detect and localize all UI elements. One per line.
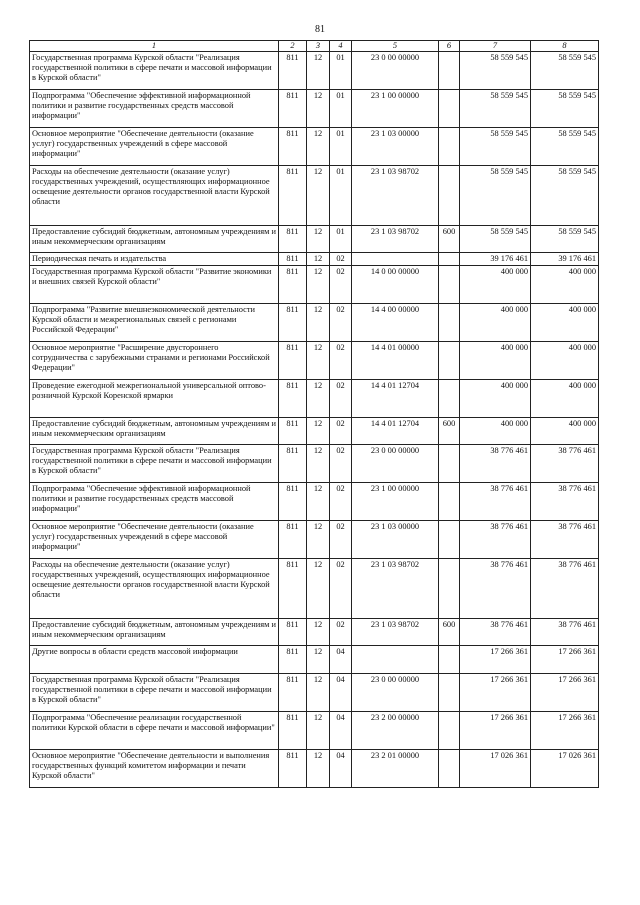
row-name-cell: Предоставление субсидий бюджетным, автономным учреждениям и иным некоммерческим организациям	[30, 417, 279, 444]
expense-type-cell	[439, 444, 460, 482]
amount-2-cell: 58 559 545	[531, 165, 599, 225]
table-row	[30, 51, 599, 89]
subsection-code-cell: 01	[330, 225, 352, 252]
target-article-cell: 14 4 01 12704	[352, 379, 439, 417]
ved-code-cell: 811	[279, 618, 307, 645]
row-name-cell: Другие вопросы в области средств массовой информации	[30, 645, 279, 673]
expense-type-cell	[439, 558, 460, 618]
subsection-code-cell: 02	[330, 379, 352, 417]
section-code-cell: 12	[307, 225, 330, 252]
ved-code-cell: 811	[279, 252, 307, 265]
expense-type-cell	[439, 520, 460, 558]
target-article-cell: 14 4 01 00000	[352, 341, 439, 379]
section-code-cell: 12	[307, 303, 330, 341]
amount-2-cell: 58 559 545	[531, 127, 599, 165]
target-article-cell: 23 0 00 00000	[352, 51, 439, 89]
amount-1-cell: 17 266 361	[460, 711, 531, 749]
column-header: 4	[330, 41, 352, 52]
target-article-cell: 23 0 00 00000	[352, 444, 439, 482]
subsection-code-cell: 02	[330, 341, 352, 379]
section-code-cell: 12	[307, 618, 330, 645]
subsection-code-cell: 04	[330, 645, 352, 673]
column-header: 1	[30, 41, 279, 52]
table-row	[30, 673, 599, 711]
row-name-cell: Основное мероприятие "Обеспечение деятельности (оказание услуг) государственных учреждений в сфере массовой информации"	[30, 520, 279, 558]
row-name-cell: Подпрограмма "Развитие внешнеэкономической деятельности Курской области и межрегиональных связей с регионами Российской Федерации"	[30, 303, 279, 341]
target-article-cell	[352, 252, 439, 265]
expense-type-cell	[439, 252, 460, 265]
row-name-cell: Подпрограмма "Обеспечение эффективной информационной политики и развитие государственных средств массовой информации"	[30, 89, 279, 127]
table-row	[30, 645, 599, 673]
ved-code-cell: 811	[279, 558, 307, 618]
subsection-code-cell: 02	[330, 558, 352, 618]
expense-type-cell	[439, 303, 460, 341]
amount-2-cell: 400 000	[531, 341, 599, 379]
expense-type-cell	[439, 51, 460, 89]
table-row	[30, 711, 599, 749]
subsection-code-cell: 04	[330, 673, 352, 711]
amount-2-cell: 58 559 545	[531, 225, 599, 252]
amount-2-cell: 39 176 461	[531, 252, 599, 265]
subsection-code-cell: 02	[330, 303, 352, 341]
subsection-code-cell: 02	[330, 252, 352, 265]
row-name-cell: Основное мероприятие "Обеспечение деятельности (оказание услуг) государственных учреждений в сфере массовой информации"	[30, 127, 279, 165]
amount-1-cell: 400 000	[460, 341, 531, 379]
amount-1-cell: 38 776 461	[460, 558, 531, 618]
amount-2-cell: 17 266 361	[531, 711, 599, 749]
row-name-cell: Периодическая печать и издательства	[30, 252, 279, 265]
expense-type-cell: 600	[439, 618, 460, 645]
amount-1-cell: 17 026 361	[460, 749, 531, 787]
section-code-cell: 12	[307, 645, 330, 673]
expense-type-cell	[439, 645, 460, 673]
section-code-cell: 12	[307, 558, 330, 618]
amount-1-cell: 38 776 461	[460, 482, 531, 520]
amount-2-cell: 400 000	[531, 265, 599, 303]
target-article-cell: 23 0 00 00000	[352, 673, 439, 711]
amount-2-cell: 17 026 361	[531, 749, 599, 787]
table-row	[30, 618, 599, 645]
row-name-cell: Основное мероприятие "Обеспечение деятельности и выполнения государственных функций комитетом информации и печати Курской области"	[30, 749, 279, 787]
subsection-code-cell: 04	[330, 749, 352, 787]
table-row	[30, 225, 599, 252]
expense-type-cell	[439, 673, 460, 711]
expense-type-cell	[439, 711, 460, 749]
target-article-cell: 23 1 03 00000	[352, 127, 439, 165]
amount-1-cell: 38 776 461	[460, 618, 531, 645]
amount-1-cell: 38 776 461	[460, 520, 531, 558]
row-name-cell: Государственная программа Курской области "Реализация государственной политики в сфере печати и массовой информации в Курской области"	[30, 51, 279, 89]
ved-code-cell: 811	[279, 265, 307, 303]
amount-1-cell: 58 559 545	[460, 127, 531, 165]
row-name-cell: Государственная программа Курской области "Реализация государственной политики в сфере печати и массовой информации в Курской области"	[30, 673, 279, 711]
amount-1-cell: 38 776 461	[460, 444, 531, 482]
table-row	[30, 252, 599, 265]
ved-code-cell: 811	[279, 711, 307, 749]
section-code-cell: 12	[307, 51, 330, 89]
table-row	[30, 444, 599, 482]
expense-type-cell	[439, 482, 460, 520]
amount-1-cell: 400 000	[460, 379, 531, 417]
amount-1-cell: 400 000	[460, 265, 531, 303]
target-article-cell: 23 1 03 98702	[352, 558, 439, 618]
expense-type-cell	[439, 379, 460, 417]
section-code-cell: 12	[307, 673, 330, 711]
subsection-code-cell: 02	[330, 265, 352, 303]
column-header: 2	[279, 41, 307, 52]
column-header: 5	[352, 41, 439, 52]
amount-2-cell: 38 776 461	[531, 482, 599, 520]
expense-type-cell	[439, 127, 460, 165]
subsection-code-cell: 01	[330, 165, 352, 225]
ved-code-cell: 811	[279, 645, 307, 673]
target-article-cell: 23 1 03 98702	[352, 225, 439, 252]
subsection-code-cell: 01	[330, 51, 352, 89]
ved-code-cell: 811	[279, 127, 307, 165]
ved-code-cell: 811	[279, 417, 307, 444]
amount-2-cell: 58 559 545	[531, 51, 599, 89]
amount-1-cell: 17 266 361	[460, 645, 531, 673]
ved-code-cell: 811	[279, 51, 307, 89]
table-row	[30, 482, 599, 520]
target-article-cell: 14 4 00 00000	[352, 303, 439, 341]
amount-1-cell: 58 559 545	[460, 89, 531, 127]
section-code-cell: 12	[307, 711, 330, 749]
amount-2-cell: 400 000	[531, 303, 599, 341]
section-code-cell: 12	[307, 127, 330, 165]
subsection-code-cell: 02	[330, 482, 352, 520]
subsection-code-cell: 01	[330, 89, 352, 127]
target-article-cell: 23 1 03 98702	[352, 618, 439, 645]
subsection-code-cell: 02	[330, 444, 352, 482]
target-article-cell: 14 0 00 00000	[352, 265, 439, 303]
amount-2-cell: 38 776 461	[531, 558, 599, 618]
row-name-cell: Подпрограмма "Обеспечение реализации государственной политики Курской области в сфере печати и массовой информации"	[30, 711, 279, 749]
table-row	[30, 165, 599, 225]
table-row	[30, 558, 599, 618]
subsection-code-cell: 01	[330, 127, 352, 165]
table-row	[30, 417, 599, 444]
amount-1-cell: 17 266 361	[460, 673, 531, 711]
target-article-cell: 23 1 00 00000	[352, 482, 439, 520]
target-article-cell: 23 2 00 00000	[352, 711, 439, 749]
section-code-cell: 12	[307, 520, 330, 558]
table-row	[30, 520, 599, 558]
row-name-cell: Расходы на обеспечение деятельности (оказание услуг) государственных учреждений, осуществляющих информационное освещение деятельности органов государственной власти Курской области	[30, 165, 279, 225]
section-code-cell: 12	[307, 749, 330, 787]
header-row	[30, 41, 599, 52]
page-number: 81	[315, 24, 325, 35]
section-code-cell: 12	[307, 89, 330, 127]
expense-type-cell	[439, 749, 460, 787]
target-article-cell: 14 4 01 12704	[352, 417, 439, 444]
column-header: 7	[460, 41, 531, 52]
section-code-cell: 12	[307, 379, 330, 417]
expense-type-cell	[439, 265, 460, 303]
amount-2-cell: 17 266 361	[531, 673, 599, 711]
section-code-cell: 12	[307, 252, 330, 265]
amount-1-cell: 39 176 461	[460, 252, 531, 265]
expense-type-cell	[439, 165, 460, 225]
ved-code-cell: 811	[279, 444, 307, 482]
ved-code-cell: 811	[279, 165, 307, 225]
amount-2-cell: 17 266 361	[531, 645, 599, 673]
row-name-cell: Проведение ежегодной межрегиональной универсальной оптово-розничной Курской Коренской ярмарки	[30, 379, 279, 417]
expense-type-cell: 600	[439, 417, 460, 444]
section-code-cell: 12	[307, 341, 330, 379]
section-code-cell: 12	[307, 165, 330, 225]
ved-code-cell: 811	[279, 482, 307, 520]
row-name-cell: Подпрограмма "Обеспечение эффективной информационной политики и развитие государственных средств массовой информации"	[30, 482, 279, 520]
column-header: 8	[531, 41, 599, 52]
section-code-cell: 12	[307, 444, 330, 482]
table-row	[30, 379, 599, 417]
amount-2-cell: 38 776 461	[531, 520, 599, 558]
table-row	[30, 303, 599, 341]
target-article-cell: 23 2 01 00000	[352, 749, 439, 787]
budget-table	[29, 40, 599, 788]
row-name-cell: Предоставление субсидий бюджетным, автономным учреждениям и иным некоммерческим организациям	[30, 618, 279, 645]
expense-type-cell: 600	[439, 225, 460, 252]
amount-1-cell: 400 000	[460, 417, 531, 444]
amount-1-cell: 400 000	[460, 303, 531, 341]
ved-code-cell: 811	[279, 749, 307, 787]
target-article-cell: 23 1 03 98702	[352, 165, 439, 225]
table-row	[30, 89, 599, 127]
row-name-cell: Основное мероприятие "Расширение двустороннего сотрудничества с зарубежными странами и регионами Российской Федерации"	[30, 341, 279, 379]
ved-code-cell: 811	[279, 303, 307, 341]
subsection-code-cell: 02	[330, 618, 352, 645]
expense-type-cell	[439, 341, 460, 379]
ved-code-cell: 811	[279, 225, 307, 252]
amount-1-cell: 58 559 545	[460, 165, 531, 225]
amount-1-cell: 58 559 545	[460, 51, 531, 89]
row-name-cell: Предоставление субсидий бюджетным, автономным учреждениям и иным некоммерческим организациям	[30, 225, 279, 252]
amount-2-cell: 58 559 545	[531, 89, 599, 127]
section-code-cell: 12	[307, 265, 330, 303]
target-article-cell: 23 1 00 00000	[352, 89, 439, 127]
section-code-cell: 12	[307, 417, 330, 444]
ved-code-cell: 811	[279, 341, 307, 379]
amount-2-cell: 38 776 461	[531, 618, 599, 645]
table-row	[30, 749, 599, 787]
table-row	[30, 265, 599, 303]
ved-code-cell: 811	[279, 520, 307, 558]
target-article-cell: 23 1 03 00000	[352, 520, 439, 558]
row-name-cell: Государственная программа Курской области "Развитие экономики и внешних связей Курской области"	[30, 265, 279, 303]
amount-2-cell: 400 000	[531, 417, 599, 444]
expense-type-cell	[439, 89, 460, 127]
column-header: 6	[439, 41, 460, 52]
ved-code-cell: 811	[279, 89, 307, 127]
amount-2-cell: 38 776 461	[531, 444, 599, 482]
table-row	[30, 127, 599, 165]
section-code-cell: 12	[307, 482, 330, 520]
subsection-code-cell: 02	[330, 520, 352, 558]
ved-code-cell: 811	[279, 673, 307, 711]
subsection-code-cell: 04	[330, 711, 352, 749]
column-header: 3	[307, 41, 330, 52]
target-article-cell	[352, 645, 439, 673]
table-row	[30, 341, 599, 379]
amount-1-cell: 58 559 545	[460, 225, 531, 252]
subsection-code-cell: 02	[330, 417, 352, 444]
row-name-cell: Расходы на обеспечение деятельности (оказание услуг) государственных учреждений, осуществляющих информационное освещение деятельности органов государственной власти Курской области	[30, 558, 279, 618]
row-name-cell: Государственная программа Курской области "Реализация государственной политики в сфере печати и массовой информации в Курской области"	[30, 444, 279, 482]
amount-2-cell: 400 000	[531, 379, 599, 417]
ved-code-cell: 811	[279, 379, 307, 417]
